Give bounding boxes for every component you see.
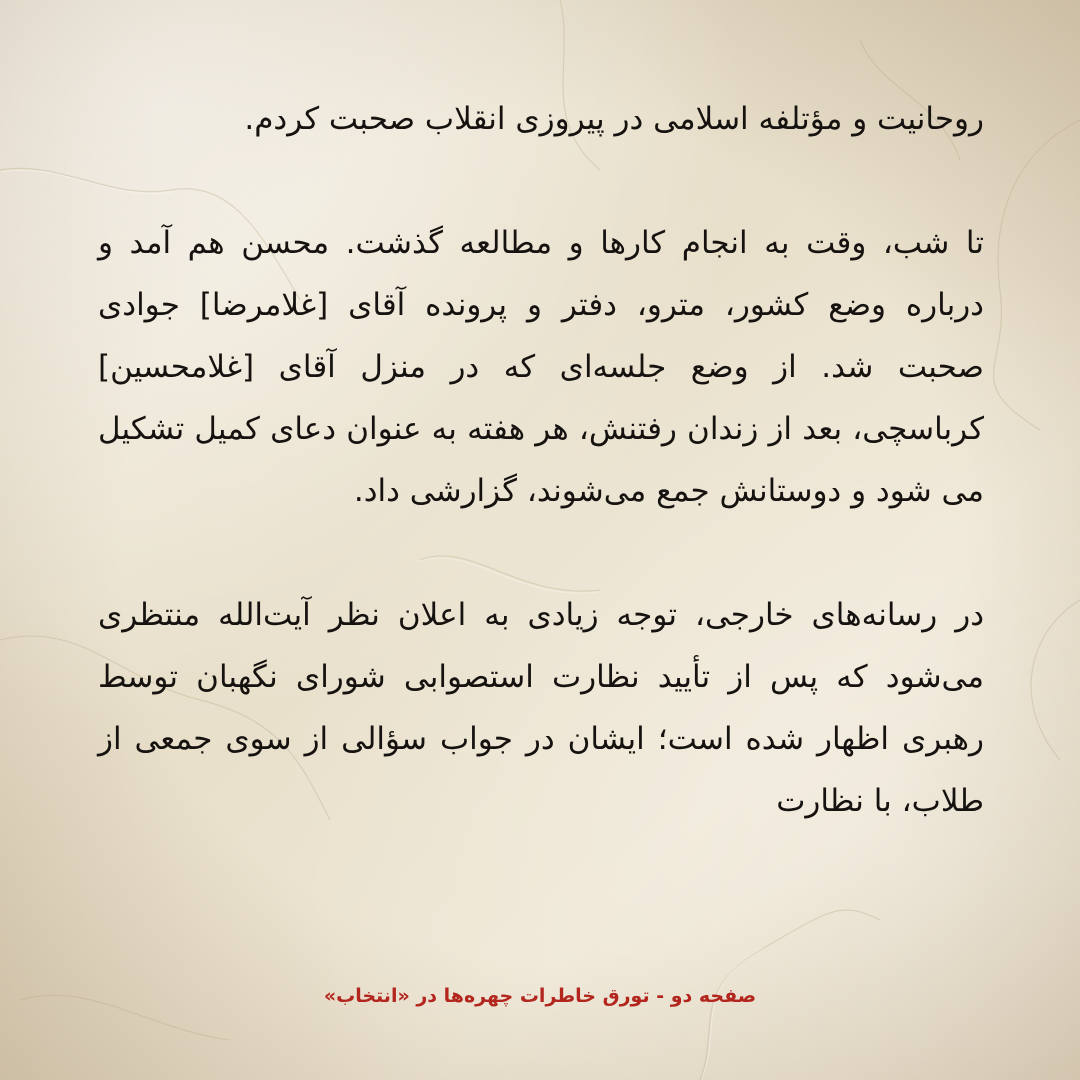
page-footer-caption: صفحه دو - تورق خاطرات چهره‌ها در «انتخاب»: [323, 985, 757, 1007]
paragraph-3: در رسانه‌های خارجی، توجه زیادی به اعلان نظر آیت‌الله منتظری می‌شود که پس از تأیید نظارت استصوابی شورای نگهبان توسط رهبری اظهار شده است؛ ایشان در جواب سؤالی از سوی جمعی از طلاب، با نظارت: [98, 597, 984, 819]
memoir-text-block: [98, 88, 984, 832]
paragraph-1: روحانیت و مؤتلفه اسلامی در پیروزی انقلاب صحبت کردم.: [244, 101, 984, 137]
paragraph-2: تا شب، وقت به انجام کارها و مطالعه گذشت. محسن هم آمد و درباره وضع کشور، مترو، دفتر و پرونده آقای [غلامرضا] جوادی صحبت شد. از وضع جلسه‌ای که در منزل آقای [غلامحسین] کرباسچی، بعد از زندان رفتنش، هر هفته به عنوان دعای کمیل تشکیل می شود و دوستانش جمع می‌شوند، گزارشی داد.: [98, 225, 984, 509]
